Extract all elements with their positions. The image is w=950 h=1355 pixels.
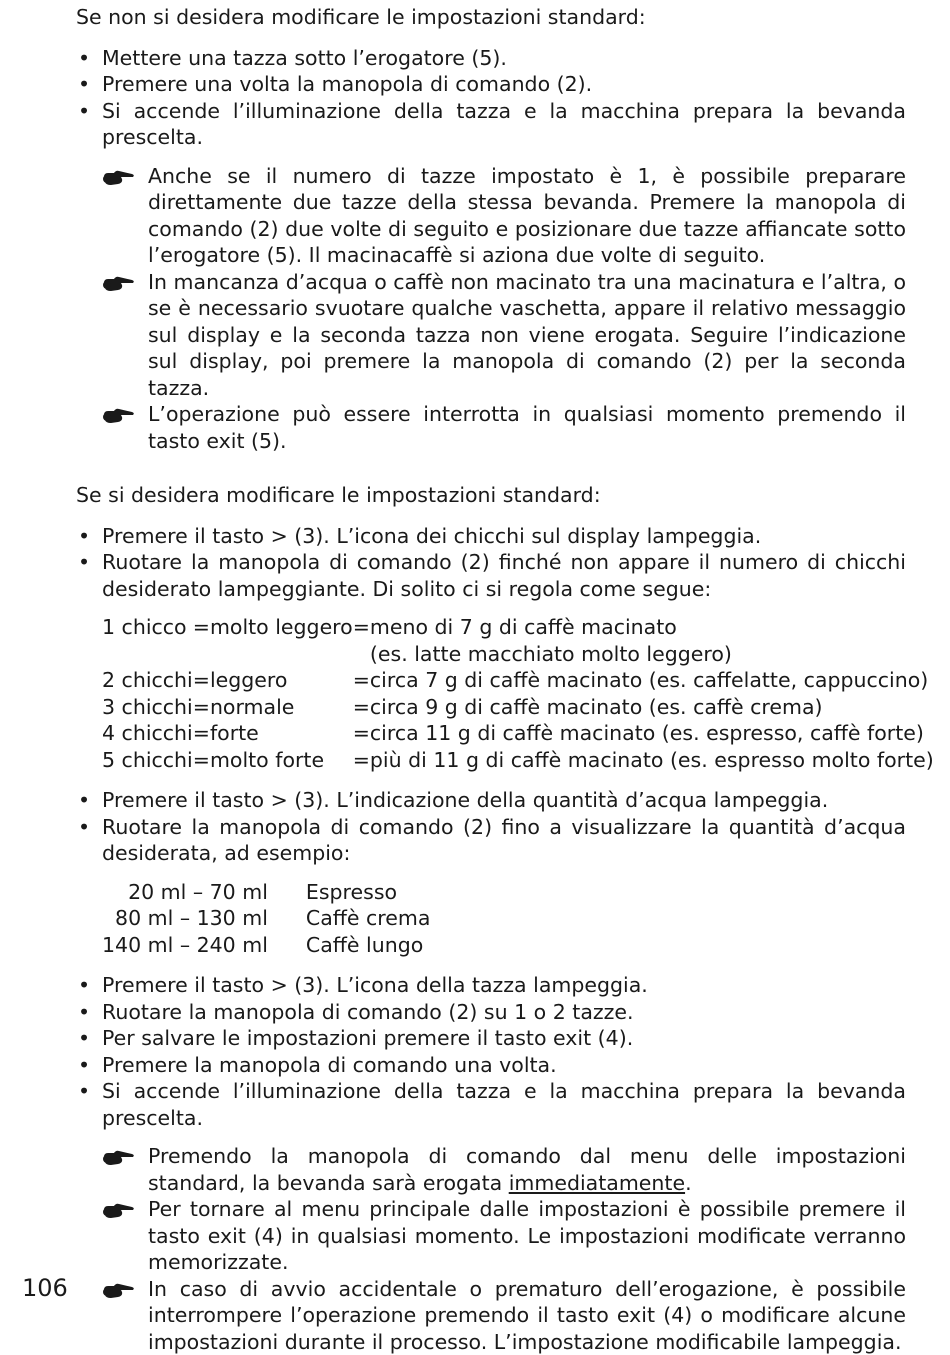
- list-item: • Ruotare la manopola di comando (2) fino a visualizzare la quantità d’acqua desiderata, ad esempio:: [76, 814, 906, 867]
- pointing-hand-icon: [102, 1282, 136, 1300]
- table-row: 5 chicchi = molto forte = più di 11 g di caffè macinato (es. espresso molto forte): [102, 747, 934, 774]
- bullet-list-cups: [76, 972, 906, 1131]
- bullet: •: [78, 549, 90, 576]
- table-row: 80 ml – 130 ml Caffè crema: [102, 905, 430, 932]
- note-item: Per tornare al menu principale dalle impostazioni è possibile premere il tasto exit (4) in qualsiasi momento. Le impostazioni modificate verranno memorizzate.: [102, 1196, 906, 1276]
- bullet-list-grind: [76, 523, 906, 603]
- note-item: L’operazione può essere interrotta in qualsiasi momento premendo il tasto exit (5).: [102, 401, 906, 454]
- table-row: 1 chicco = molto leggero = meno di 7 g di caffè macinato (es. latte macchiato molto leggero): [102, 614, 934, 667]
- bullet: •: [78, 523, 90, 550]
- bullet: •: [78, 999, 90, 1026]
- list-item: • Per salvare le impostazioni premere il tasto exit (4).: [76, 1025, 906, 1052]
- note-item: In mancanza d’acqua o caffè non macinato tra una macinatura e l’altra, o se è necessario svuotare qualche vaschetta, appare il relativo messaggio sul display e la seconda tazza non viene erogata. Seguire l’indicazione sul display, poi premere la manopola di comando (2) per la seconda tazza.: [102, 269, 906, 402]
- pointing-hand-icon: [102, 275, 136, 293]
- intro-standard: Se non si desidera modificare le impostazioni standard:: [76, 4, 906, 31]
- bullet: •: [78, 1078, 90, 1105]
- table-row: 4 chicchi = forte = circa 11 g di caffè macinato (es. espresso, caffè forte): [102, 720, 934, 747]
- bullet: •: [78, 814, 90, 841]
- table-row: 140 ml – 240 ml Caffè lungo: [102, 932, 430, 959]
- bullet-list-water: [76, 787, 906, 867]
- list-item: • Premere il tasto > (3). L’icona dei chicchi sul display lampeggia.: [76, 523, 906, 550]
- table-row: 3 chicchi = normale = circa 9 g di caffè macinato (es. caffè crema): [102, 694, 934, 721]
- note-item: Premendo la manopola di comando dal menu delle impostazioni standard, la bevanda sarà erogata immediatamente.: [102, 1143, 906, 1196]
- note-list-2: [102, 1143, 906, 1355]
- bullet-list-standard: [76, 45, 906, 151]
- bullet: •: [78, 71, 90, 98]
- pointing-hand-icon: [102, 407, 136, 425]
- page-number: 106: [22, 1274, 68, 1302]
- document-body: [76, 4, 906, 1355]
- bullet: •: [78, 1025, 90, 1052]
- bullet: •: [78, 98, 90, 125]
- note-list-1: [102, 163, 906, 455]
- list-item: • Premere una volta la manopola di comando (2).: [76, 71, 906, 98]
- table-row: 2 chicchi = leggero = circa 7 g di caffè macinato (es. caffelatte, cappuccino): [102, 667, 934, 694]
- bullet: •: [78, 1052, 90, 1079]
- bullet: •: [78, 45, 90, 72]
- grind-strength-table: [102, 614, 934, 773]
- pointing-hand-icon: [102, 1202, 136, 1220]
- emphasis-immediately: immediatamente: [509, 1171, 685, 1195]
- list-item: • Premere il tasto > (3). L’indicazione della quantità d’acqua lampeggia.: [76, 787, 906, 814]
- table-row: 20 ml – 70 ml Espresso: [102, 879, 430, 906]
- list-item: • Premere il tasto > (3). L’icona della tazza lampeggia.: [76, 972, 906, 999]
- note-item: In caso di avvio accidentale o prematuro dell’erogazione, è possibile interrompere l’operazione premendo il tasto exit (4) o modificare alcune impostazioni durante il processo. L’impostazione modificabile lampeggia.: [102, 1276, 906, 1355]
- list-item: • Si accende l’illuminazione della tazza e la macchina prepara la bevanda prescelta.: [76, 1078, 906, 1131]
- list-item: • Premere la manopola di comando una volta.: [76, 1052, 906, 1079]
- intro-custom: Se si desidera modificare le impostazioni standard:: [76, 482, 906, 509]
- list-item: • Ruotare la manopola di comando (2) finché non appare il numero di chicchi desiderato lampeggiante. Di solito ci si regola come segue:: [76, 549, 906, 602]
- note-item: Anche se il numero di tazze impostato è 1, è possibile preparare direttamente due tazze della stessa bevanda. Premere la manopola di comando (2) due volte di seguito e posizionare due tazze affiancate sotto l’erogatore (5). Il macinacaffè si aziona due volte di seguito.: [102, 163, 906, 269]
- bullet: •: [78, 787, 90, 814]
- pointing-hand-icon: [102, 169, 136, 187]
- bullet: •: [78, 972, 90, 999]
- pointing-hand-icon: [102, 1149, 136, 1167]
- list-item: • Ruotare la manopola di comando (2) su 1 o 2 tazze.: [76, 999, 906, 1026]
- list-item: • Si accende l’illuminazione della tazza e la macchina prepara la bevanda prescelta.: [76, 98, 906, 151]
- list-item: • Mettere una tazza sotto l’erogatore (5).: [76, 45, 906, 72]
- water-quantity-table: [102, 879, 430, 959]
